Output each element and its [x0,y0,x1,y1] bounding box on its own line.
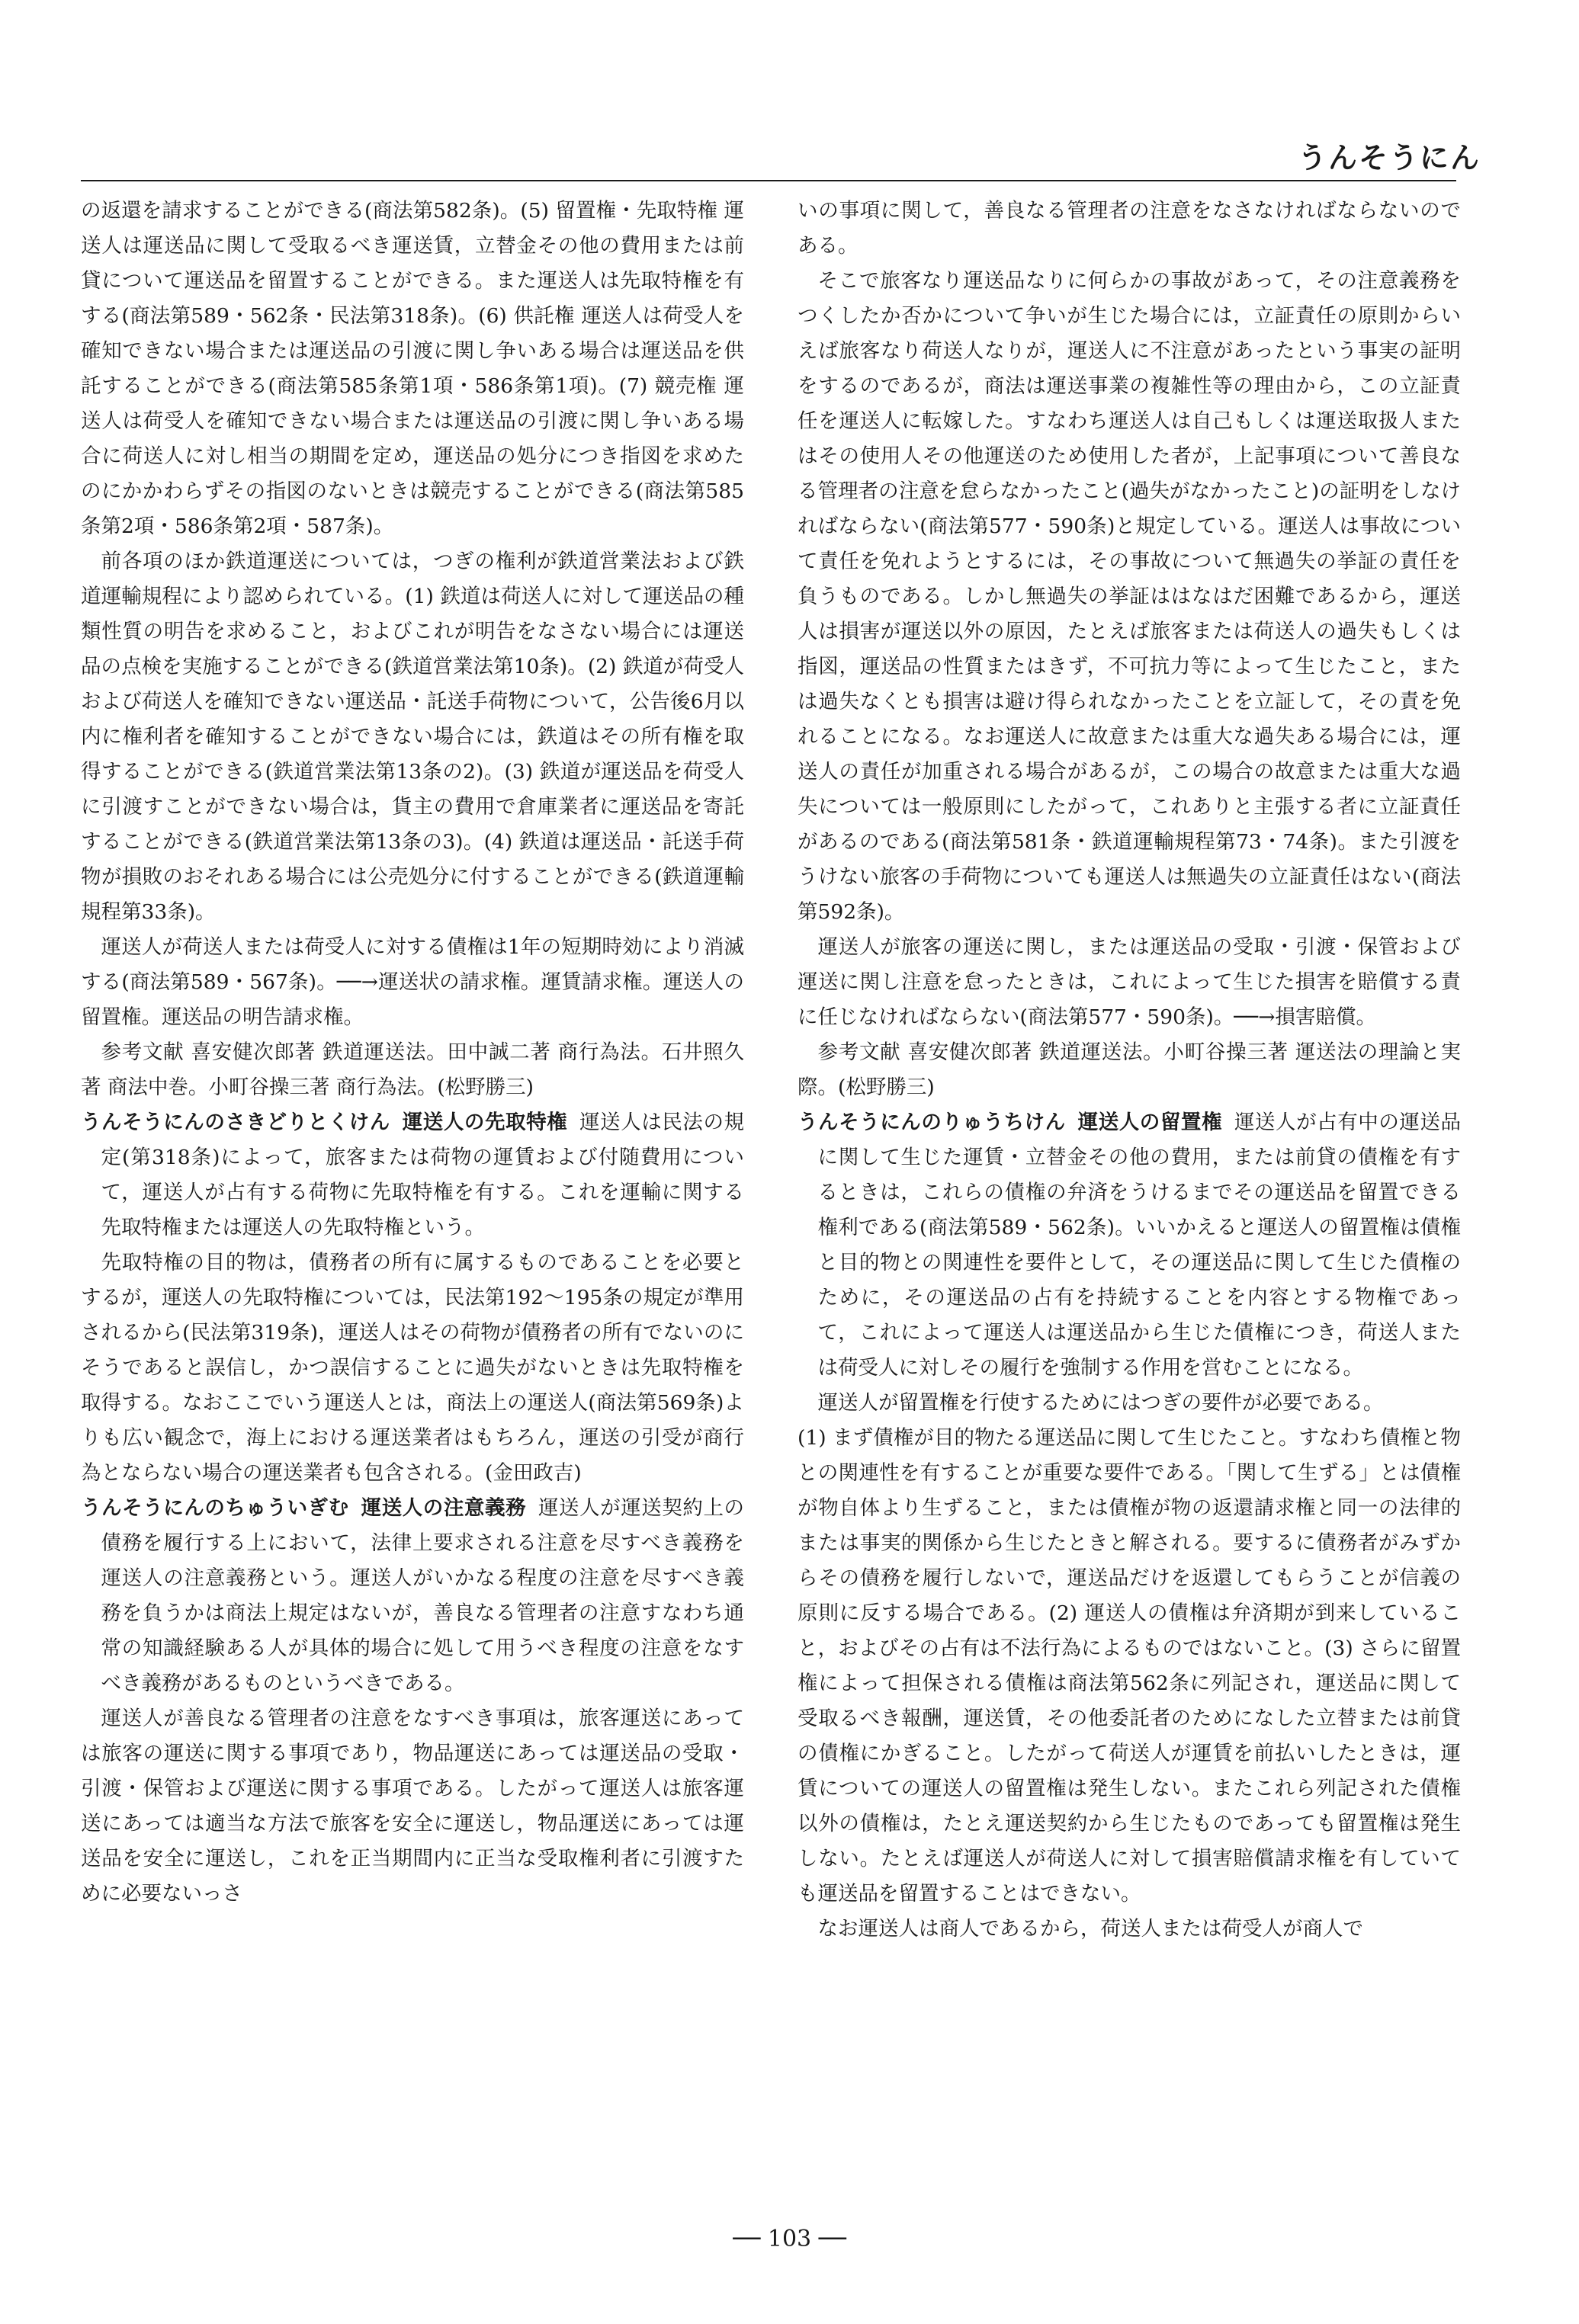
dictionary-entry [81,1491,744,1701]
entry-headword: うんそうにんのちゅういぎむ [81,1496,349,1520]
paragraph: 運送人が留置権を行使するためにはつぎの要件が必要である。 [817,1391,1384,1415]
paragraph: そこで旅客なり運送品なりに何らかの事故があって，その注意義務をつくしたか否かについて争いが生じた場合には，立証責任の原則からいえば旅客なり荷送人なりが，運送人に不注意があったという事実の証明をするのであるが，商法は運送事業の複雑性等の理由から，この立証責任を運送人に転嫁した。すなわち運送人は自己もしくは運送取扱人またはその使用人その他運送のため使用した者が，上記事項について善良なる管理者の注意を怠らなかったこと(過失がなかったこと)の証明をしなければならない(商法第577・590条)と規定している。運送人は事故について責任を免れようとするには，その事故について無過失の挙証の責任を負うものである。しかし無過失の挙証ははなはだ困難であるから，運送人は損害が運送以外の原因，たとえば旅客または荷送人の過失もしくは指図，運送品の性質またはきず，不可抗力等によって生じたこと，または過失なくとも損害は避け得られなかったことを立証して，その責を免れることになる。なお運送人に故意または重大な過失ある場合には，運送人の責任が加重される場合があるが，この場合の故意または重大な過失については一般原則にしたがって，これありと主張する者に立証責任があるのである(商法第581条・鉄道運輸規程第73・74条)。また引渡をうけない旅客の手荷物についても運送人は無過失の立証責任はない(商法第592条)。 [798,269,1461,924]
paragraph: なお運送人は商人であるから，荷送人または荷受人が商人で [817,1917,1363,1941]
entry-headword: うんそうにんのりゅうちけん [798,1111,1066,1134]
entry-term: 運送人の先取特権 [402,1111,568,1134]
paragraph: 先取特権の目的物は，債務者の所有に属するものであることを必要とするが，運送人の先取特権については，民法第192〜195条の規定が準用されるから(民法第319条)，運送人はその荷物が債務者の所有でないのにそうであると誤信し，かつ誤信することに過失がないときは先取特権を取得する。なおここでいう運送人とは，商法上の運送人(商法第569条)よりも広い観念で，海上における運送業者はもちろん，運送の引受が商行為とならない場合の運送業者も包含される。(金田政吉) [81,1251,744,1485]
paragraph: いの事項に関して，善良なる管理者の注意をなさなければならないのである。 [798,199,1461,258]
paragraph: の返還を請求することができる(商法第582条)。(5) 留置権・先取特権 運送人は運送品に関して受取るべき運送賃，立替金その他の費用または前貸について運送品を留置することができる。また運送人は先取特権を有する(商法第589・562条・民法第318条)。(6) 供託権 運送人は荷受人を確知できない場合または運送品の引渡に関し争いある場合は運送品を供託することができる(商法第585条第1項・586条第1項)。(7) 競売権 運送人は荷受人を確知できない場合または運送品の引渡に関し争いある場合に荷送人に対し相当の期間を定め，運送品の処分につき指図を求めたのにかかわらずその指図のないときは競売することができる(商法第585条第2項・586条第2項・587条)。 [81,199,744,538]
paragraph: 運送人が荷送人または荷受人に対する債権は1年の短期時効により消滅する(商法第589・567条)。──→運送状の請求権。運賃請求権。運送人の留置権。運送品の明告請求権。 [81,935,744,1029]
dictionary-entry [81,1105,744,1245]
running-head: うんそうにん [1297,141,1481,175]
reference-paragraph: 参考文献 喜安健次郎著 鉄道運送法。小町谷操三著 運送法の理論と実際。(松野勝三) [798,1040,1461,1099]
paragraph: 運送人が旅客の運送に関し，または運送品の受取・引渡・保管および運送に関し注意を怠ったときは，これによって生じた損害を賠償する責に任じなければならない(商法第577・590条)。──→損害賠償。 [798,935,1461,1029]
right-column [798,194,1461,1947]
left-column [81,194,744,1912]
paragraph: 前各項のほか鉄道運送については，つぎの権利が鉄道営業法および鉄道運輸規程により認められている。(1) 鉄道は荷送人に対して運送品の種類性質の明告を求めること，およびこれが明告をなさない場合には運送品の点検を実施することができる(鉄道営業法第10条)。(2) 鉄道が荷受人および荷送人を確知できない運送品・託送手荷物について，公告後6月以内に権利者を確知することができない場合には，鉄道はその所有権を取得することができる(鉄道営業法第13条の2)。(3) 鉄道が運送品を荷受人に引渡すことができない場合は，貨主の費用で倉庫業者に運送品を寄託することができる(鉄道営業法第13条の3)。(4) 鉄道は運送品・託送手荷物が損敗のおそれある場合には公売処分に付することができる(鉄道運輸規程第33条)。 [81,550,744,924]
page-number: ── 103 ── [733,2226,846,2252]
entry-text: 運送人は民法の規定(第318条)によって，旅客または荷物の運賃および付随費用について，運送人が占有する荷物に先取特権を有する。これを運輸に関する先取特権または運送人の先取特権という。 [101,1111,745,1239]
entry-term: 運送人の注意義務 [361,1496,527,1520]
paragraph: 運送人が善良なる管理者の注意をなすべき事項は，旅客運送にあっては旅客の運送に関する事項であり，物品運送にあっては運送品の受取・引渡・保管および運送に関する事項である。したがって運送人は旅客運送にあっては適当な方法で旅客を安全に運送し，物品運送にあっては運送品を安全に運送し，これを正当期間内に正当な受取権利者に引渡すために必要ないっさ [81,1707,744,1906]
entry-text: 運送人が占有中の運送品に関して生じた運賃・立替金その他の費用，または前貸の債権を有するときは，これらの債権の弁済をうけるまでその運送品を留置できる権利である(商法第589・562条)。いいかえると運送人の留置権は債権と目的物との関連性を要件として，その運送品に関して生じた債権のために，その運送品の占有を持続することを内容とする物権であって，これによって運送人は運送品から生じた債権につき，荷送人または荷受人に対しその履行を強制する作用を営むことになる。 [817,1111,1462,1380]
entry-headword: うんそうにんのさきどりとくけん [81,1111,390,1134]
entry-term: 運送人の留置権 [1077,1111,1223,1134]
paragraph: (1) まず債権が目的物たる運送品に関して生じたこと。すなわち債権と物との関連性を有することが重要な要件である。「関して生ずる」とは債権が物自体より生ずること，または債権が物の返還請求権と同一の法律的または事実的関係から生じたときと解される。要するに債務者がみずからその債務を履行しないで，運送品だけを返還してもらうことが信義の原則に反する場合である。(2) 運送人の債権は弁済期が到来していること，およびその占有は不法行為によるものではないこと。(3) さらに留置権によって担保される債権は商法第562条に列記され，運送品に関して受取るべき報酬，運送賃，その他委託者のためになした立替または前貸の債権にかぎること。したがって荷送人が運賃を前払いしたときは，運賃についての運送人の留置権は発生しない。またこれら列記された債権以外の債権は，たとえ運送契約から生じたものであっても留置権は発生しない。たとえば運送人が荷送人に対して損害賠償請求権を有していても運送品を留置することはできない。 [798,1426,1461,1906]
entry-text: 運送人が運送契約上の債務を履行する上において，法律上要求される注意を尽すべき義務を運送人の注意義務という。運送人がいかなる程度の注意を尽すべき義務を負うかは商法上規定はないが，善良なる管理者の注意すなわち通常の知識経験ある人が具体的場合に処して用うべき程度の注意をなすべき義務があるものというべきである。 [101,1496,745,1695]
dictionary-entry [798,1105,1461,1386]
header-rule [81,180,1456,181]
reference-paragraph: 参考文献 喜安健次郎著 鉄道運送法。田中誠二著 商行為法。石井照久著 商法中巻。小町谷操三著 商行為法。(松野勝三) [81,1040,744,1099]
